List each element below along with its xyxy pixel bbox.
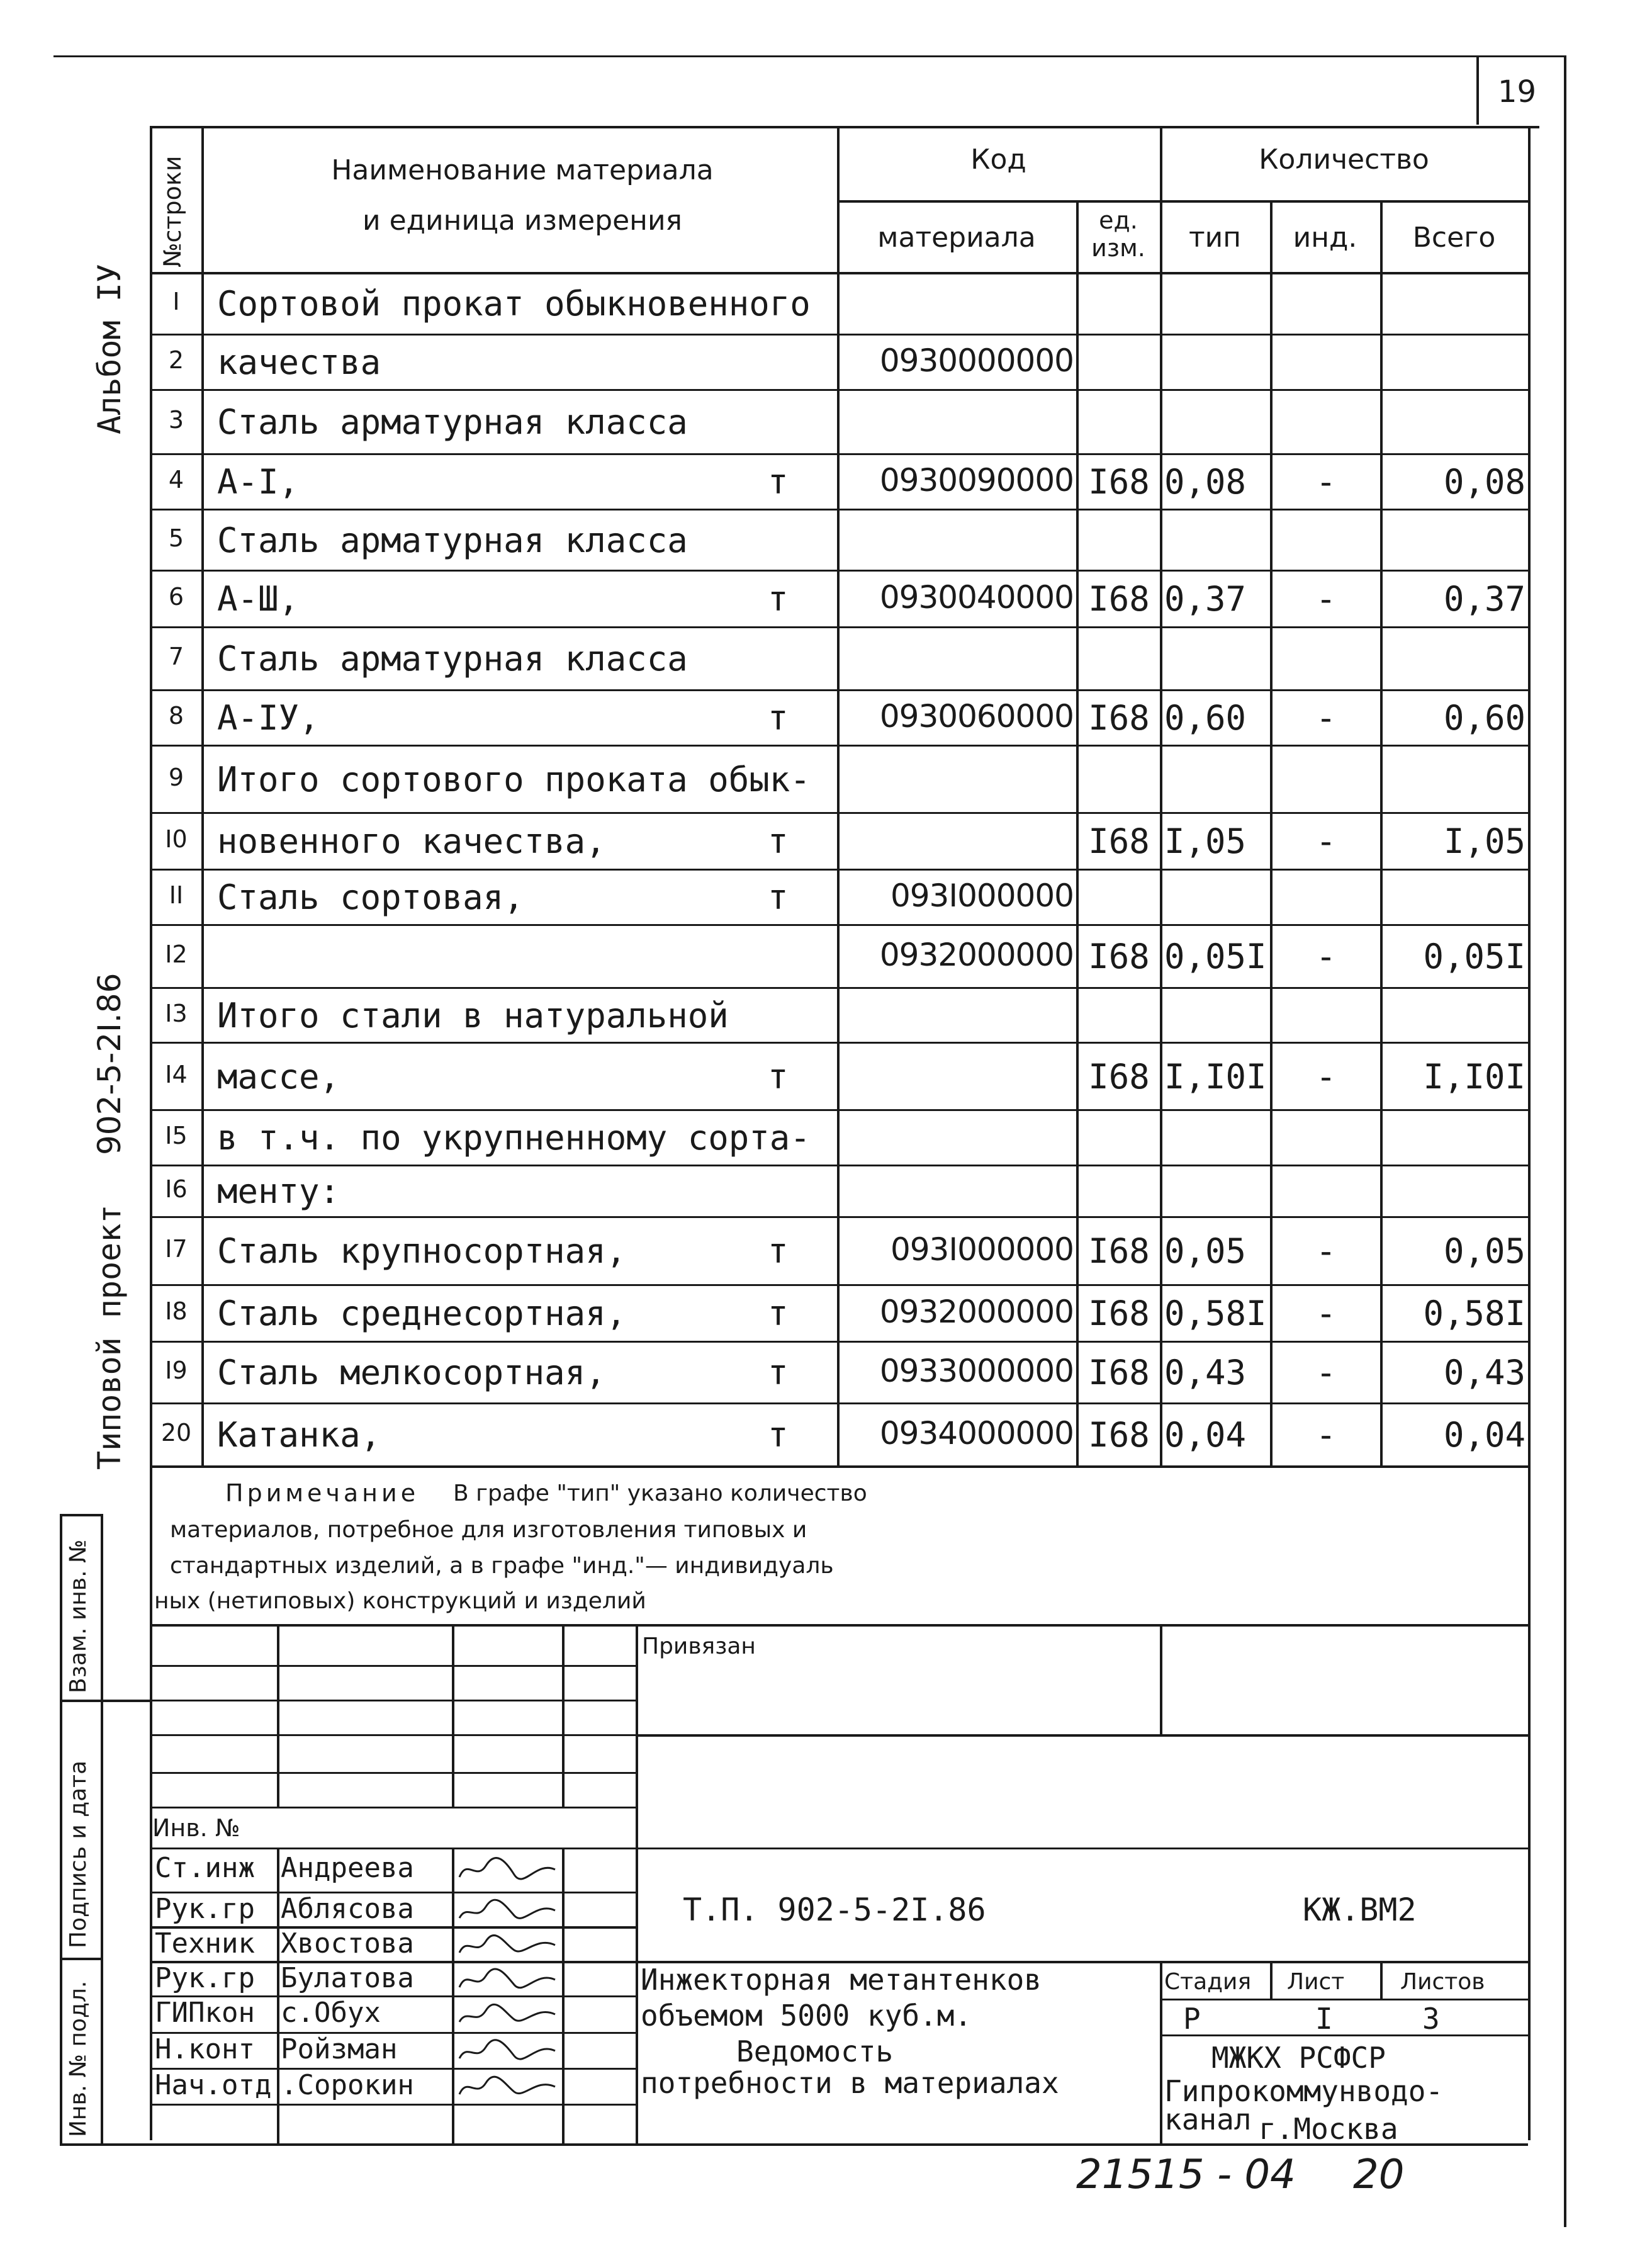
row-qty-tip: 0,58I xyxy=(1164,1294,1267,1333)
col-rowno-divider xyxy=(201,126,204,1465)
signature xyxy=(454,1963,561,1995)
row-unit-code: I68 xyxy=(1088,579,1150,619)
row-divider xyxy=(150,509,1528,511)
staff-role: Рук.гр xyxy=(155,1893,255,1925)
row-unit: т xyxy=(768,698,789,738)
margin-strip-bottom xyxy=(60,2143,150,2146)
header-kod: Код xyxy=(970,144,1026,176)
table-top-border xyxy=(150,126,1539,128)
note-line4: ных (нетиповых) конструкций и изделий xyxy=(154,1588,646,1614)
row-code: 0930040000 xyxy=(879,579,1074,616)
stamp-row-d xyxy=(150,1772,636,1774)
note-label: Примечание xyxy=(225,1479,420,1507)
row-name: Сталь сортовая, xyxy=(217,877,524,917)
staff-name: с.Обух xyxy=(281,1997,381,2029)
stamp-title-line4: потребности в материалах xyxy=(641,2066,1059,2100)
row-unit-code: I68 xyxy=(1088,698,1150,738)
row-code: 0934000000 xyxy=(879,1415,1074,1452)
stamp-row-l xyxy=(150,2104,636,2106)
note-line3: стандартных изделий, а в графе "инд."— индивидуаль xyxy=(170,1553,834,1579)
row-qty-ind: - xyxy=(1315,1294,1337,1333)
row-code: 0930090000 xyxy=(879,462,1074,499)
margin-inv-podl: Инв. № подл. xyxy=(65,1980,91,2137)
staff-name: Аблясова xyxy=(281,1893,414,1925)
row-name: Сталь среднесортная, xyxy=(217,1294,627,1333)
staff-name: Булатова xyxy=(281,1962,414,1994)
row-qty-ind: - xyxy=(1315,937,1337,976)
stamp-row-e xyxy=(150,1807,636,1808)
row-unit-code: I68 xyxy=(1088,1231,1150,1271)
row-code: 0932000000 xyxy=(879,937,1074,973)
row-divider xyxy=(150,453,1528,455)
row-number: 3 xyxy=(168,406,184,434)
row-qty-tip: 0,60 xyxy=(1164,698,1247,738)
row-number: II xyxy=(169,881,184,909)
signature xyxy=(454,1998,561,2029)
row-number: I xyxy=(172,288,180,315)
row-divider xyxy=(150,869,1528,871)
signature xyxy=(454,1929,561,1960)
row-name: A-IУ, xyxy=(217,698,320,738)
row-divider xyxy=(150,389,1528,391)
row-name: новенного качества, xyxy=(217,821,606,861)
row-divider xyxy=(150,745,1528,747)
row-number: I6 xyxy=(165,1175,188,1203)
note-top-rule xyxy=(150,1465,1528,1468)
stamp-list-divider xyxy=(1380,1961,1383,1999)
row-number: 6 xyxy=(168,583,184,611)
staff-role: Техник xyxy=(155,1927,255,1960)
stamp-privyazan: Привязан xyxy=(642,1633,756,1659)
stamp-org-line3: канал xyxy=(1164,2102,1252,2136)
row-unit-code: I68 xyxy=(1088,462,1150,502)
stamp-title-line2: объемом 5000 куб.м. xyxy=(641,1999,972,2033)
col-ed-divider xyxy=(1160,126,1162,1465)
margin-project-type: Типовой проект xyxy=(91,1204,128,1470)
stamp-row-a xyxy=(150,1665,636,1667)
right-frame xyxy=(1564,55,1566,2227)
staff-role: Ст.инж xyxy=(155,1852,255,1884)
stamp-org-line2: Гипрокоммунводо- xyxy=(1164,2074,1444,2108)
col-name-divider xyxy=(837,126,840,1465)
row-qty-tip: 0,04 xyxy=(1164,1415,1247,1455)
header-mid-rule xyxy=(837,200,1528,203)
row-code: 093I000000 xyxy=(890,877,1074,914)
row-number: I4 xyxy=(165,1060,188,1088)
row-unit-code: I68 xyxy=(1088,1294,1150,1333)
staff-name: Хвостова xyxy=(281,1927,414,1960)
row-name: Итого стали в натуральной xyxy=(217,995,729,1035)
row-divider xyxy=(150,570,1528,572)
header-vsego: Всего xyxy=(1412,222,1496,254)
row-name: Катанка, xyxy=(217,1415,381,1455)
row-qty-ind: - xyxy=(1315,821,1337,861)
row-unit: т xyxy=(768,1056,789,1097)
stamp-col2-upper xyxy=(452,1624,454,1807)
row-unit-code: I68 xyxy=(1088,937,1150,976)
signature xyxy=(454,1894,561,1926)
stamp-title-line1: Инжекторная метантенков xyxy=(641,1963,1042,1997)
stamp-row-stadiya-val xyxy=(1160,2034,1528,2036)
staff-name: Ройзман xyxy=(281,2033,398,2065)
note-line1: В графе "тип" указано количество xyxy=(453,1481,867,1506)
row-number: 8 xyxy=(168,702,184,730)
row-code: 0930060000 xyxy=(879,698,1074,735)
row-qty-ind: - xyxy=(1315,1415,1337,1455)
row-name: Сталь арматурная класса xyxy=(217,520,688,560)
stamp-inv-no: Инв. № xyxy=(152,1814,240,1842)
row-divider xyxy=(150,1109,1528,1111)
row-unit: т xyxy=(768,821,789,861)
stamp-org-line1: МЖКХ РСФСР xyxy=(1211,2041,1386,2075)
header-materiala: материала xyxy=(877,222,1036,254)
stamp-privyazan-divider xyxy=(1160,1624,1162,1734)
top-rule xyxy=(53,55,1564,57)
staff-name: .Сорокин xyxy=(281,2069,414,2101)
margin-podpis-data: Подпись и дата xyxy=(65,1760,91,1948)
stamp-stadiya-value: Р xyxy=(1183,2002,1201,2036)
row-qty-ind: - xyxy=(1315,462,1337,502)
stamp-col3-upper xyxy=(562,1624,565,1807)
row-qty-total: 0,05I xyxy=(1423,937,1525,976)
row-name: качества xyxy=(217,342,381,382)
table-right-border xyxy=(1528,126,1531,2140)
row-qty-tip: I,I0I xyxy=(1164,1056,1267,1097)
header-name-line2: и единица измерения xyxy=(362,205,683,237)
row-qty-total: 0,37 xyxy=(1443,579,1525,619)
row-name: A-I, xyxy=(217,462,300,502)
stamp-stadiya-label: Стадия xyxy=(1164,1969,1252,1995)
row-qty-ind: - xyxy=(1315,1231,1337,1271)
note-line2: материалов, потребное для изготовления типовых и xyxy=(170,1517,807,1543)
row-unit-code: I68 xyxy=(1088,1353,1150,1392)
staff-role: Н.конт xyxy=(155,2033,255,2065)
row-divider xyxy=(150,626,1528,628)
header-name-line1: Наименование материала xyxy=(331,154,714,186)
row-name: в т.ч. по укрупненному сорта- xyxy=(217,1118,811,1158)
row-number: I5 xyxy=(165,1122,188,1149)
row-divider xyxy=(150,1402,1528,1404)
row-divider xyxy=(150,924,1528,926)
stamp-top-rule xyxy=(150,1624,1528,1627)
row-divider xyxy=(150,1341,1528,1343)
stamp-listov-label: Листов xyxy=(1400,1969,1485,1995)
stamp-row-b xyxy=(150,1700,636,1701)
row-number: 7 xyxy=(168,643,184,670)
stamp-col1-upper xyxy=(277,1624,279,1807)
header-row-number: №строки xyxy=(159,155,186,268)
stamp-org-divider xyxy=(1160,1961,1162,2143)
row-name: Итого сортового проката обык- xyxy=(217,759,811,799)
row-number: I3 xyxy=(165,999,188,1027)
staff-role: Рук.гр xyxy=(155,1962,255,1994)
row-code: 093I000000 xyxy=(890,1231,1074,1268)
row-divider xyxy=(150,689,1528,691)
row-divider xyxy=(150,1284,1528,1286)
row-qty-total: 0,43 xyxy=(1443,1353,1525,1392)
row-name: Сортовой прокат обыкновенного xyxy=(217,284,811,324)
row-qty-total: I,I0I xyxy=(1423,1056,1525,1097)
row-name: A-Ш, xyxy=(217,579,300,619)
row-name: Сталь крупносортная, xyxy=(217,1231,627,1271)
stamp-mark: КЖ.ВМ2 xyxy=(1303,1892,1417,1928)
staff-role: ГИПкон xyxy=(155,1997,255,2029)
page-number: 19 xyxy=(1498,74,1537,110)
row-qty-tip: 0,43 xyxy=(1164,1353,1247,1392)
row-code: 0930000000 xyxy=(879,342,1074,379)
row-qty-total: 0,60 xyxy=(1443,698,1525,738)
row-qty-total: 0,05 xyxy=(1443,1231,1525,1271)
row-unit: т xyxy=(768,462,789,502)
row-name: менту: xyxy=(217,1171,340,1211)
row-divider xyxy=(150,812,1528,814)
stamp-row-stadiya xyxy=(1160,1999,1528,2000)
row-divider xyxy=(150,1165,1528,1166)
header-kolichestvo: Количество xyxy=(1259,144,1429,176)
row-number: 2 xyxy=(168,346,184,374)
margin-project-code: 902-5-2I.86 xyxy=(91,973,128,1155)
row-number: 9 xyxy=(168,763,184,791)
stamp-listov-value: 3 xyxy=(1422,2002,1440,2036)
row-number: 20 xyxy=(160,1419,192,1447)
row-name: Сталь арматурная класса xyxy=(217,639,688,679)
row-unit: т xyxy=(768,1415,789,1455)
staff-name: Андреева xyxy=(281,1852,414,1884)
row-unit: т xyxy=(768,579,789,619)
row-number: I9 xyxy=(165,1357,188,1384)
archive-page: 20 xyxy=(1353,2152,1405,2198)
row-number: I2 xyxy=(165,940,188,968)
stamp-project: Т.П. 902-5-2I.86 xyxy=(683,1892,986,1928)
signature xyxy=(454,2070,561,2102)
row-qty-tip: 0,05 xyxy=(1164,1231,1247,1271)
stamp-org-line4: г.Москва xyxy=(1259,2112,1398,2146)
row-divider xyxy=(150,334,1528,336)
row-name: Сталь арматурная класса xyxy=(217,402,688,442)
row-unit-code: I68 xyxy=(1088,1056,1150,1097)
header-tip: тип xyxy=(1189,222,1241,254)
row-qty-tip: 0,05I xyxy=(1164,937,1267,976)
stamp-col4 xyxy=(636,1624,638,2143)
row-divider xyxy=(150,1216,1528,1218)
row-code: 0933000000 xyxy=(879,1353,1074,1389)
stamp-row-c xyxy=(150,1734,636,1736)
row-number: I8 xyxy=(165,1297,188,1325)
margin-vzam-inv: Взам. инв. № xyxy=(65,1539,91,1693)
row-qty-tip: 0,08 xyxy=(1164,462,1247,502)
row-qty-total: 0,58I xyxy=(1423,1294,1525,1333)
row-number: I0 xyxy=(165,825,188,853)
row-unit: т xyxy=(768,1294,789,1333)
row-qty-total: 0,04 xyxy=(1443,1415,1525,1455)
row-qty-ind: - xyxy=(1315,1353,1337,1392)
stamp-list-value: I xyxy=(1315,2002,1333,2036)
stamp-stadiya-divider xyxy=(1270,1961,1273,1999)
margin-strip-div2 xyxy=(60,1958,101,1960)
header-ed-izm: ед. изм. xyxy=(1091,206,1145,262)
row-divider xyxy=(150,1042,1528,1044)
archive-number: 21515 - 04 xyxy=(1076,2152,1296,2198)
row-divider xyxy=(150,987,1528,989)
stamp-row-privyazan xyxy=(636,1734,1528,1737)
signature xyxy=(454,2034,561,2066)
signature xyxy=(454,1853,561,1885)
stamp-title-line3: Ведомость xyxy=(736,2034,894,2068)
row-name: массе, xyxy=(217,1056,340,1097)
stamp-row-f xyxy=(150,1848,1528,1849)
row-qty-total: 0,08 xyxy=(1443,462,1525,502)
row-unit-code: I68 xyxy=(1088,821,1150,861)
row-qty-total: I,05 xyxy=(1443,821,1525,861)
row-name: Сталь мелкосортная, xyxy=(217,1353,606,1392)
margin-album: Альбом IУ xyxy=(91,264,128,434)
row-unit-code: I68 xyxy=(1088,1415,1150,1455)
row-number: 4 xyxy=(168,466,184,494)
row-qty-ind: - xyxy=(1315,1056,1337,1097)
margin-strip-right xyxy=(101,1514,103,2145)
row-unit: т xyxy=(768,877,789,917)
row-number: 5 xyxy=(168,524,184,552)
margin-strip-top xyxy=(60,1514,101,1516)
row-qty-ind: - xyxy=(1315,698,1337,738)
header-ind: инд. xyxy=(1293,222,1357,254)
row-number: I7 xyxy=(165,1235,188,1263)
row-unit: т xyxy=(768,1353,789,1392)
row-qty-tip: 0,37 xyxy=(1164,579,1247,619)
margin-strip-left xyxy=(60,1514,62,2145)
row-qty-ind: - xyxy=(1315,579,1337,619)
row-qty-tip: I,05 xyxy=(1164,821,1247,861)
staff-role: Нач.отд xyxy=(155,2069,272,2101)
margin-strip-div1 xyxy=(60,1700,150,1702)
page-number-divider xyxy=(1476,55,1479,125)
row-unit: т xyxy=(768,1231,789,1271)
stamp-list-label: Лист xyxy=(1287,1969,1345,1995)
row-code: 0932000000 xyxy=(879,1294,1074,1330)
header-bottom-rule xyxy=(150,272,1528,274)
